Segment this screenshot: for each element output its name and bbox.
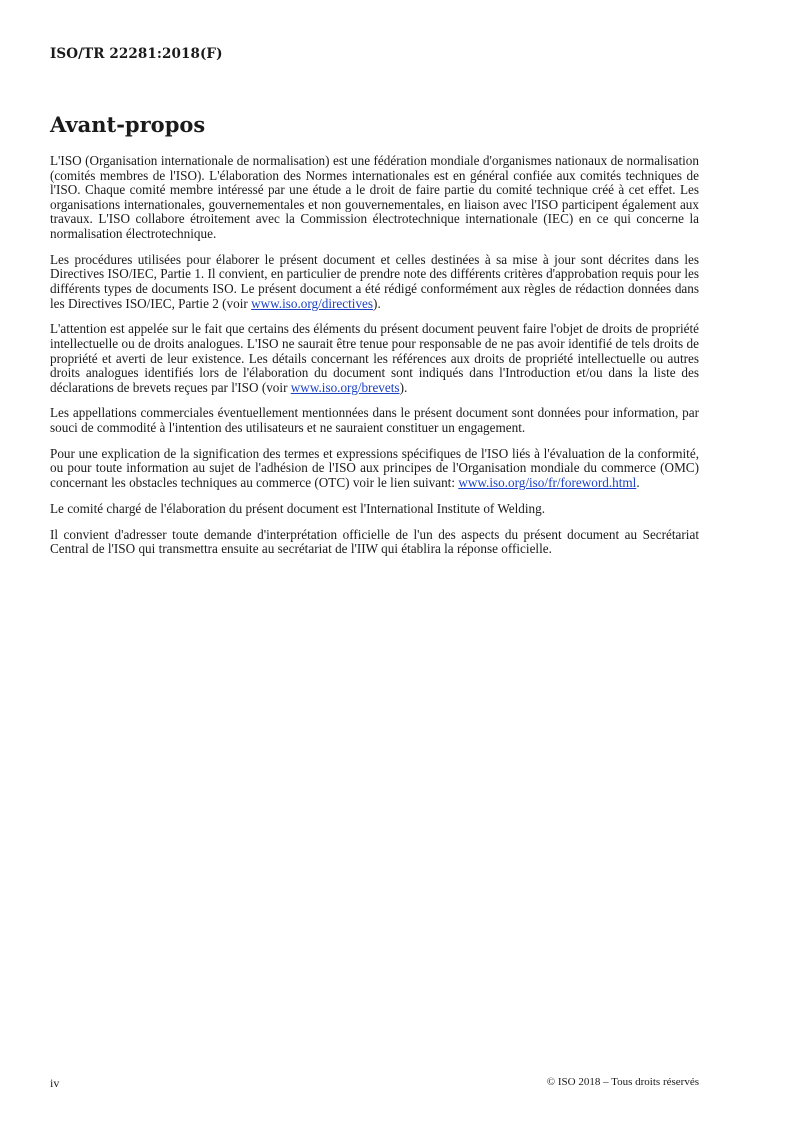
paragraph-interpretation: Il convient d'adresser toute demande d'interprétation officielle de l'un des aspects du présent document au Secrétariat Central de l'ISO qui transmettra ensuite au secrétariat de l'IIW qui établira la réponse officielle. (50, 526, 699, 557)
paragraph-text: ). (399, 379, 408, 395)
paragraph-conformity (50, 447, 699, 491)
paragraph-text: ). (373, 295, 381, 311)
paragraph-text: Les procédures utilisées pour élaborer le présent document et celles destinées à sa mise à jour sont décrites dans les Directives ISO/IEC, Partie 1. Il convient, en particulier de prendre note des différents critères d'approbation requis pour les différents types de documents ISO. Le présent document a été rédigé conformément aux règles de rédaction données dans les Directives ISO/IEC, Partie 2 (voir (50, 251, 699, 311)
patents-link[interactable]: www.iso.org/brevets (290, 379, 400, 395)
paragraph-text: . (636, 475, 640, 491)
page-number: iv (50, 1076, 60, 1090)
document-reference: ISO/TR 22281:2018(F) (50, 46, 223, 62)
paragraph-trade-names: Les appellations commerciales éventuellement mentionnées dans le présent document sont données pour information, par souci de commodité à l'intention des utilisateurs et ne sauraient constituer un engagement. (50, 405, 699, 436)
paragraph-procedures (50, 253, 699, 311)
paragraph-patents (50, 322, 699, 395)
foreword-body (50, 154, 699, 568)
paragraph-committee: Le comité chargé de l'élaboration du présent document est l'International Institute of Welding. (50, 500, 546, 516)
copyright-notice: © ISO 2018 – Tous droits réservés (546, 1076, 699, 1088)
directives-link[interactable]: www.iso.org/directives (251, 295, 374, 311)
paragraph-iso-intro: L'ISO (Organisation internationale de normalisation) est une fédération mondiale d'organismes nationaux de normalisation (comités membres de l'ISO). L'élaboration des Normes internationales est en général confiée aux comités techniques de l'ISO. Chaque comité membre intéressé par une étude a le droit de faire partie du comité technique créé à cet effet. Les organisations internationales, gouvernementales et non gouvernementales, en liaison avec l'ISO participent également aux travaux. L'ISO collabore étroitement avec la Commission électrotechnique internationale (IEC) en ce qui concerne la normalisation électrotechnique. (50, 153, 699, 241)
foreword-link[interactable]: www.iso.org/iso/fr/foreword.html (458, 475, 637, 491)
page-title: Avant-propos (50, 112, 206, 137)
paragraph-text: Pour une explication de la signification des termes et expressions spécifiques de l'ISO liés à l'évaluation de la conformité, ou pour toute information au sujet de l'adhésion de l'ISO aux principes de l'Organisation mondiale du commerce (OMC) concernant les obstacles techniques au commerce (OTC) voir le lien suivant: (50, 445, 699, 491)
paragraph-text: L'attention est appelée sur le fait que certains des éléments du présent document peuvent faire l'objet de droits de propriété intellectuelle ou de droits analogues. L'ISO ne saurait être tenue pour responsable de ne pas avoir identifié de tels droits de propriété et averti de leur existence. Les détails concernant les références aux droits de propriété intellectuelle ou autres droits analogues identifiés lors de l'élaboration du document sont indiqués dans l'Introduction et/ou dans la liste des déclarations de brevets reçues par l'ISO (voir (50, 321, 699, 395)
